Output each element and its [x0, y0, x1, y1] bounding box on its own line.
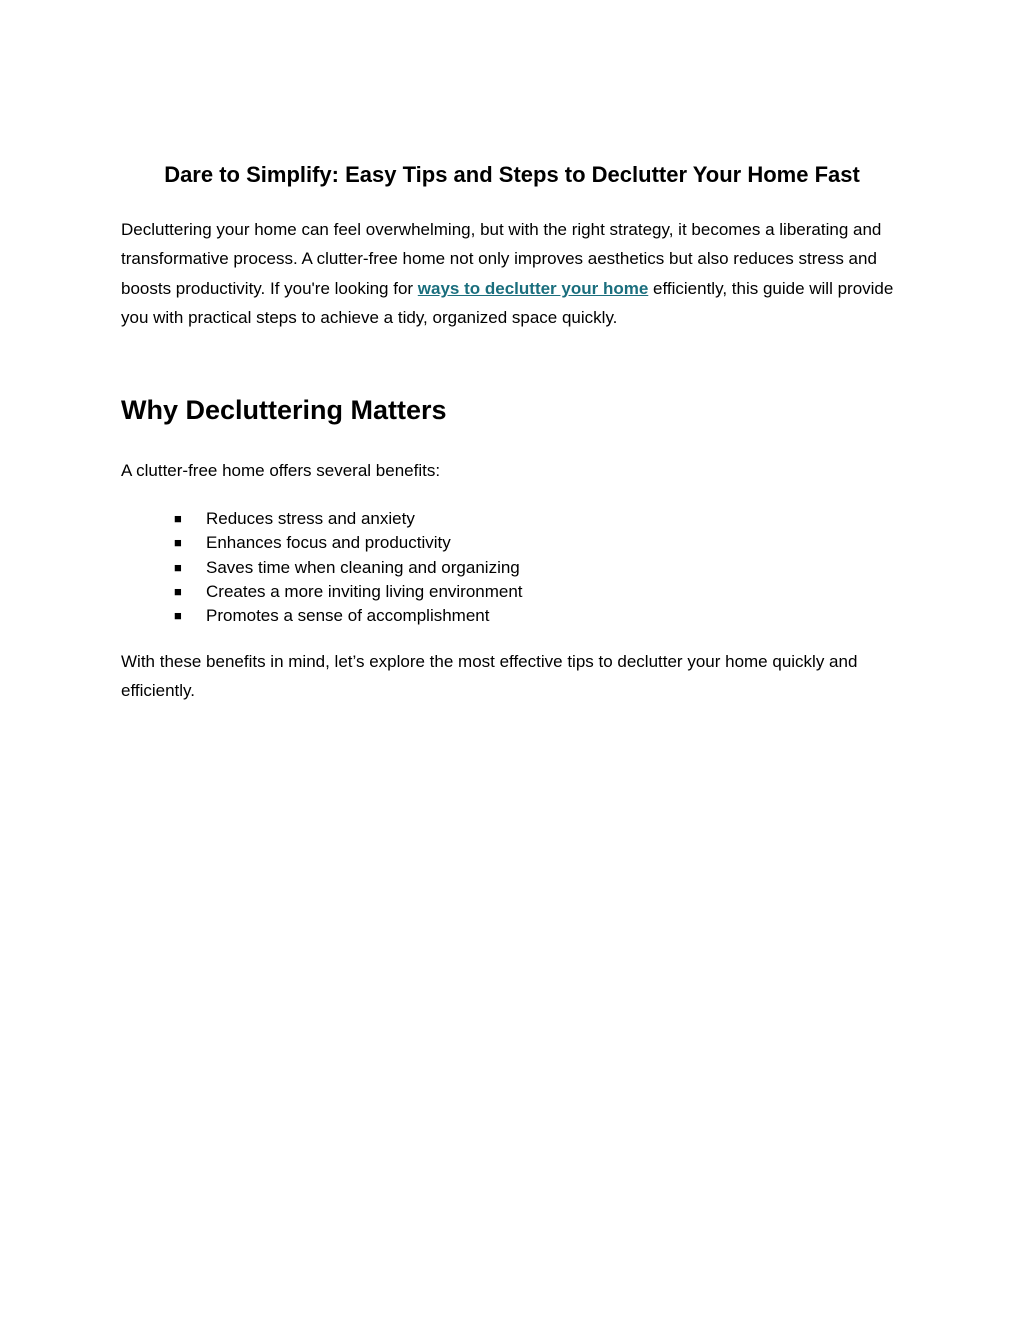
list-item	[174, 580, 523, 604]
declutter-home-link[interactable]: ways to declutter your home	[417, 278, 649, 298]
intro-text-before-link: Decluttering your home can feel overwhelming, but with the right strategy, it becomes a liberating and transformative process. A clutter-free home not only improves aesthetics but also reduces stress and boosts productivity. If you're looking for	[121, 220, 882, 298]
square-bullet-icon: ■	[174, 511, 182, 526]
square-bullet-icon: ■	[174, 559, 182, 575]
intro-paragraph	[121, 215, 911, 332]
intro-text-after-link: efficiently, this guide will provide you with practical steps to achieve a tidy, organized space quickly.	[121, 278, 894, 327]
closing-paragraph: With these benefits in mind, let’s explore the most effective tips to declutter your home quickly and efficiently.	[121, 652, 858, 701]
benefit-text: Creates a more inviting living environment	[206, 581, 523, 601]
square-bullet-icon: ■	[174, 608, 182, 624]
benefit-text: Enhances focus and productivity	[206, 533, 451, 553]
list-item	[174, 556, 523, 580]
square-bullet-icon: ■	[174, 583, 182, 599]
benefits-list	[174, 507, 523, 628]
benefit-text: Promotes a sense of accomplishment	[206, 606, 490, 626]
benefit-text: Reduces stress and anxiety	[206, 509, 415, 528]
document-title: Dare to Simplify: Easy Tips and Steps to Declutter Your Home Fast	[164, 162, 860, 187]
list-item	[174, 604, 523, 628]
section-heading: Why Decluttering Matters	[121, 395, 447, 425]
benefit-text: Saves time when cleaning and organizing	[206, 557, 520, 577]
list-item	[174, 507, 523, 531]
square-bullet-icon: ■	[174, 535, 182, 551]
benefits-lead: A clutter-free home offers several benefits:	[121, 461, 441, 480]
list-item	[174, 531, 523, 555]
